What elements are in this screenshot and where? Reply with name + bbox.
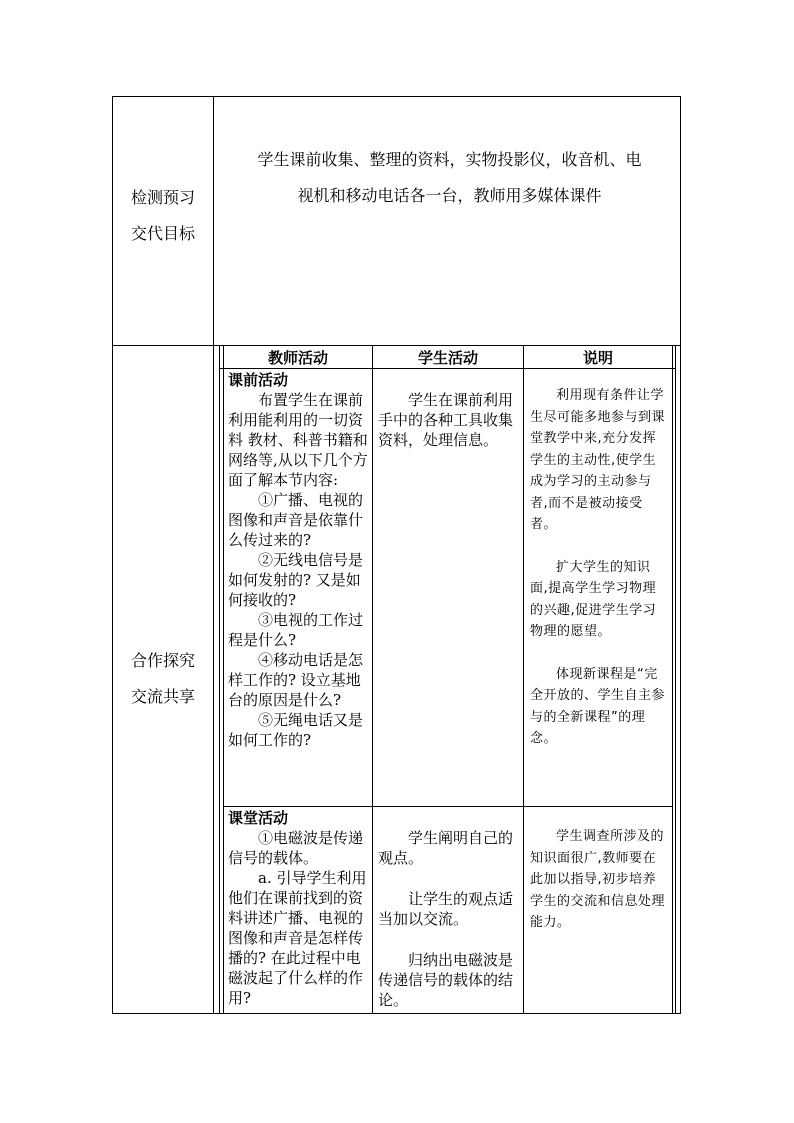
row2-label	[113, 643, 213, 715]
in-class-student-cell	[378, 828, 518, 1010]
in-class-title: 课堂活动	[228, 809, 289, 827]
in-class-teacher-point-1: ①电磁波是传递信号的载体。	[228, 829, 364, 867]
inner-col2	[372, 346, 373, 1013]
in-class-student-2: 让学生的观点适当加以交流。	[378, 890, 514, 928]
row1-label	[113, 180, 213, 252]
pre-class-question-4: ④移动电话是怎样工作的? 设立基地台的原因是什么?	[228, 651, 364, 709]
pre-class-note-2: 扩大学生的知识面,提高学生学习物理的兴趣,促进学生学习物理的愿望。	[530, 559, 657, 639]
pre-class-question-3: ③电视的工作过程是什么?	[228, 611, 364, 649]
pre-class-note-1: 利用现有条件让学生尽可能多地参与到课堂教学中来,充分发挥学生的主动性,使学生成为学习的主动参与者,而不是被动接受者。	[530, 388, 666, 532]
pre-class-note-3: 体现新课程是“完全开放的、学生自主参与的全新课程”的理念。	[530, 666, 666, 746]
header-teacher-activity: 教师活动	[267, 349, 328, 367]
border-row-divider	[112, 345, 681, 346]
inner-left-2	[223, 346, 224, 1013]
pre-class-title: 课前活动	[228, 371, 289, 389]
in-class-teacher-cell	[228, 808, 368, 1008]
border-top	[112, 96, 681, 97]
pre-class-question-2: ②无线电信号是如何发射的? 又是如何接收的?	[228, 551, 364, 609]
row1-label-line2: 交代目标	[130, 224, 195, 243]
border-right	[680, 96, 681, 1014]
in-class-student-3: 归纳出电磁波是传递信号的载体的结论。	[378, 951, 514, 1009]
pre-class-student-cell	[378, 390, 518, 450]
header-student-activity: 学生活动	[417, 349, 478, 367]
border-col1	[213, 96, 214, 1014]
inner-right-2	[675, 346, 676, 1013]
in-class-note: 学生调查所涉及的知识面很广,教师要在此加以指导,初步培养学生的交流和信息处理能力。	[530, 829, 666, 930]
row1-content-line1: 学生课前收集、整理的资料，实物投影仪，收音机、电	[257, 150, 642, 169]
pre-class-teacher-cell	[228, 370, 368, 750]
pre-class-teacher-intro: 布置学生在课前利用能利用的一切资料 教材、科普书籍和网络等,从以下几个方面了解本节内容:	[228, 391, 368, 489]
row1-label-line1: 检测预习	[130, 188, 195, 207]
row1-content	[222, 142, 677, 214]
header-note: 说明	[582, 349, 613, 367]
pre-class-question-1: ①广播、电视的图像和声音是依靠什么传过来的?	[228, 491, 364, 549]
inner-header-bottom	[219, 368, 676, 369]
row2-label-line1: 合作探究	[130, 651, 195, 670]
inner-left	[219, 346, 220, 1013]
pre-class-note-cell	[530, 385, 668, 750]
inner-right	[672, 346, 673, 1013]
row1-content-line2: 视机和移动电话各一台，教师用多媒体课件	[297, 186, 602, 205]
border-bottom	[112, 1013, 681, 1014]
pre-class-question-5: ⑤无绳电话又是如何工作的?	[228, 711, 364, 749]
in-class-teacher-point-a: a. 引导学生利用他们在课前找到的资料讲述广播、电视的图像和声音是怎样传播的? 在此过程中电磁波起了什么样的作用?	[228, 869, 367, 1007]
row2-label-line2: 交流共享	[130, 687, 195, 706]
in-class-student-1: 学生阐明自己的观点。	[378, 829, 514, 867]
inner-col3	[523, 346, 524, 1013]
inner-row-divider	[223, 806, 673, 807]
in-class-note-cell	[530, 826, 668, 934]
pre-class-student-text: 学生在课前利用手中的各种工具收集资料，处理信息。	[378, 391, 514, 449]
